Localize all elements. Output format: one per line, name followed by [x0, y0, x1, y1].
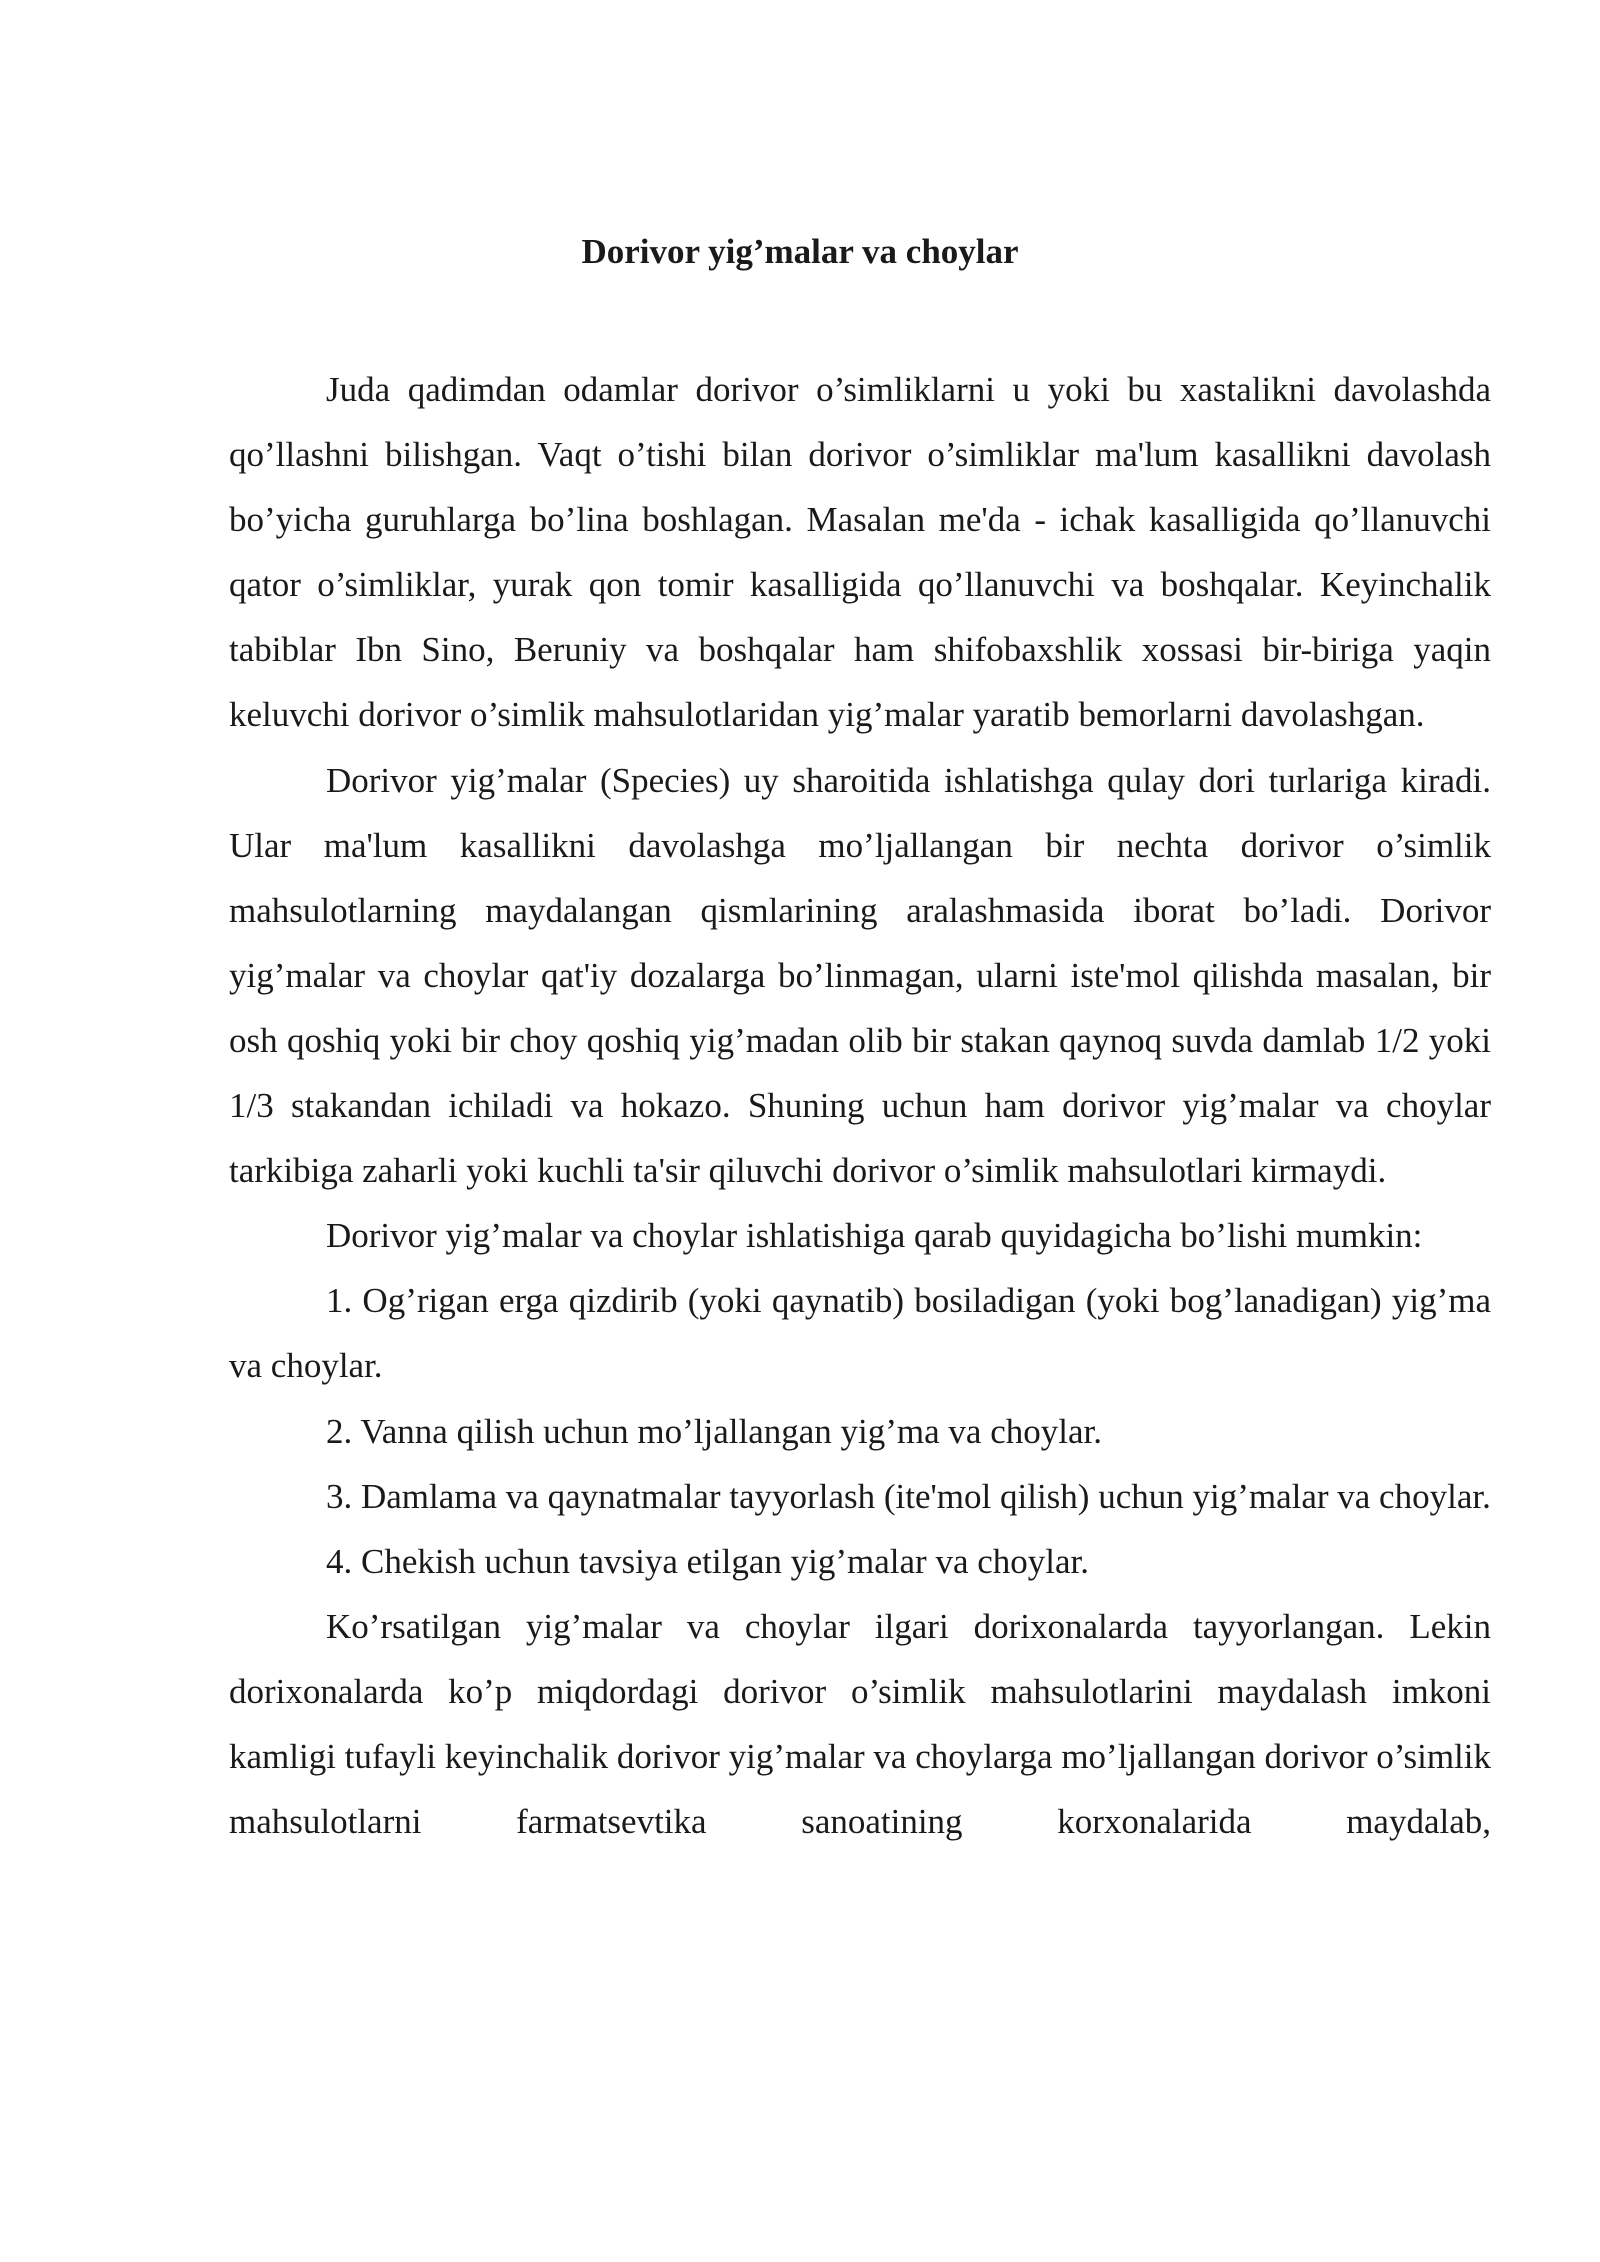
list-item-bath: 2. Vanna qilish uchun mo’ljallangan yig’ma va choylar.	[326, 1411, 1102, 1451]
list-item-compress: 1. Og’rigan erga qizdirib (yoki qaynatib) bosiladigan (yoki bog’lanadigan) yig’ma va choylar.	[229, 1281, 1491, 1386]
list-item-infusion: 3. Damlama va qaynatmalar tayyorlash (ite'mol qilish) uchun yig’malar va choylar.	[326, 1476, 1491, 1516]
paragraph-history: Juda qadimdan odamlar dorivor o’simliklarni u yoki bu xastalikni davolashda qo’llashni bilishgan. Vaqt o’tishi bilan dorivor o’simliklar ma'lum kasallikni davolash bo’yicha guruhlarga bo’lina boshlagan. Masalan me'da - ichak kasalligida qo’llanuvchi qator o’simliklar, yurak qon tomir kasalligida qo’llanuvchi va boshqalar. Keyinchalik tabiblar Ibn Sino, Beruniy va boshqalar ham shifobaxshlik xossasi bir-biriga yaqin keluvchi dorivor o’simlik mahsulotlaridan yig’malar yaratib bemorlarni davolashgan.	[229, 370, 1491, 735]
document-body	[229, 357, 1491, 1854]
list-item-smoking: 4. Chekish uchun tavsiya etilgan yig’malar va choylar.	[326, 1541, 1089, 1581]
paragraph-pharmacy-production: Ko’rsatilgan yig’malar va choylar ilgari dorixonalarda tayyorlangan. Lekin dorixonalarda ko’p miqdordagi dorivor o’simlik mahsulotlarini maydalash imkoni kamligi tufayli keyinchalik dorivor yig’malar va choylarga mo’ljallangan dorivor o’simlik mahsulotlarni farmatsevtika sanoatining korxonalarida maydalab,	[229, 1606, 1491, 1842]
document-title: Dorivor yig’malar va choylar	[581, 232, 1019, 271]
paragraph-classification-intro: Dorivor yig’malar va choylar ishlatishiga qarab quyidagicha bo’lishi mumkin:	[326, 1216, 1423, 1256]
paragraph-species-definition: Dorivor yig’malar (Species) uy sharoitida ishlatishga qulay dori turlariga kiradi. Ular ma'lum kasallikni davolashga mo’ljallangan bir nechta dorivor o’simlik mahsulotlarning maydalangan qismlarining aralashmasida iborat bo’ladi. Dorivor yig’malar va choylar qat'iy dozalarga bo’linmagan, ularni iste'mol qilishda masalan, bir osh qoshiq yoki bir choy qoshiq yig’madan olib bir stakan qaynoq suvda damlab 1/2 yoki 1/3 stakandan ichiladi va hokazo. Shuning uchun ham dorivor yig’malar va choylar tarkibiga zaharli yoki kuchli ta'sir qiluvchi dorivor o’simlik mahsulotlari kirmaydi.	[229, 760, 1491, 1191]
